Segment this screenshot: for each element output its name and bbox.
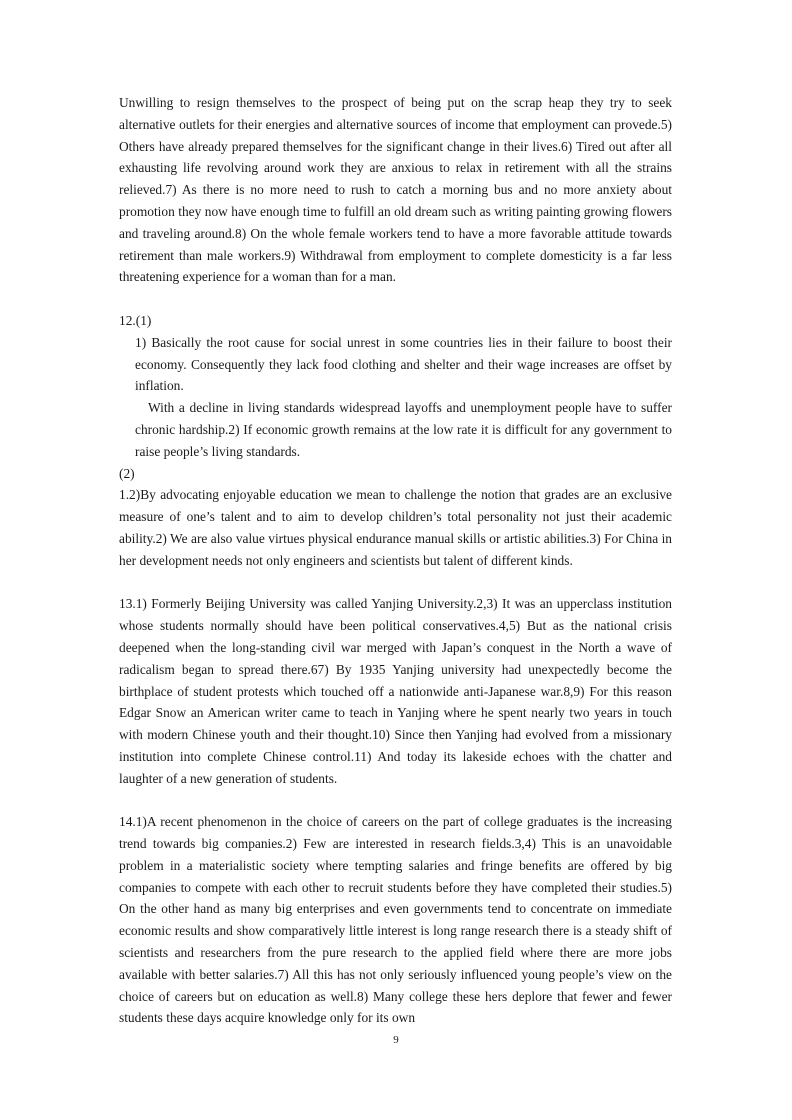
page-number: 9 (393, 1034, 399, 1046)
section-12 (119, 310, 672, 572)
section-12-part1-para2: With a decline in living standards widespread layoffs and unemployment people have to suffer chronic hardship.2) If economic growth remains at the low rate it is difficult for any government to raise people’s living standards. (135, 400, 672, 459)
section-12-part1-para1: 1) Basically the root cause for social unrest in some countries lies in their failure to boost their economy. Consequently they lack food clothing and shelter and their wage increases are offset by inflation. (135, 334, 672, 394)
section-12-part1-label: 12.(1) (119, 312, 152, 328)
section-12-part2-label: (2) (119, 465, 135, 481)
section-13-paragraph: 13.1) Formerly Beijing University was called Yanjing University.2,3) It was an upperclass institution whose students normally should have been political conservatives.4,5) But as the national crisis deepened when the long-standing civil war merged with Japan’s conquest in the North a wave of radicalism began to spread there.67) By 1935 Yanjing university had unexpectedly become the birthplace of student protests which touched off a nationwide anti-Japanese war.8,9) For this reason Edgar Snow an American writer came to teach in Yanjing where he spent nearly two years in touch with modern Chinese youth and their thought.10) Since then Yanjing had evolved from a missionary institution into complete Chinese control.11) And today its lakeside echoes with the chatter and laughter of a new generation of students. (119, 596, 672, 786)
section-14-paragraph: 14.1)A recent phenomenon in the choice of careers on the part of college graduates is the increasing trend towards big companies.2) Few are interested in research fields.3,4) This is an unavoidable problem in a materialistic society where tempting salaries and fringe benefits are offered by big companies to compete with each other to recruit students before they have completed their studies.5) On the other hand as many big enterprises and even governments tend to concentrate on immediate economic results and show comparatively little interest is long range research there is a steady shift of scientists and researchers from the pure research to the applied field where there are more jobs available with better salaries.7) All this has not only seriously influenced young people’s view on the choice of careers but on education as well.8) Many college these hers deplore that fewer and fewer students these days acquire knowledge only for its own (119, 814, 672, 1026)
section-12-part2-para: 1.2)By advocating enjoyable education we mean to challenge the notion that grades are an exclusive measure of one’s talent and to aim to develop children’s total personality not just their academic ability.2) We are also value virtues physical endurance manual skills or artistic abilities.3) For China in her development needs not only engineers and scientists but talent of different kinds. (119, 487, 672, 568)
intro-paragraph: Unwilling to resign themselves to the prospect of being put on the scrap heap they try to seek alternative outlets for their energies and alternative sources of income that employment can provede.5) Others have already prepared themselves for the significant change in their lives.6) Tired out after all exhausting life revolving around work they are anxious to relax in retirement with all the strains relieved.7) As there is no more need to rush to catch a morning bus and no more anxiety about promotion they now have enough time to fulfill an old dream such as writing painting growing flowers and traveling around.8) On the whole female workers tend to have a more favorable attitude towards retirement than male workers.9) Withdrawal from employment to complete domesticity is a far less threatening experience for a woman than for a man. (119, 95, 672, 285)
paragraph-spacer (119, 288, 672, 310)
section-12-part1-body (119, 332, 672, 463)
document-body (119, 92, 672, 1029)
paragraph-spacer (119, 572, 672, 594)
paragraph-spacer (119, 790, 672, 812)
